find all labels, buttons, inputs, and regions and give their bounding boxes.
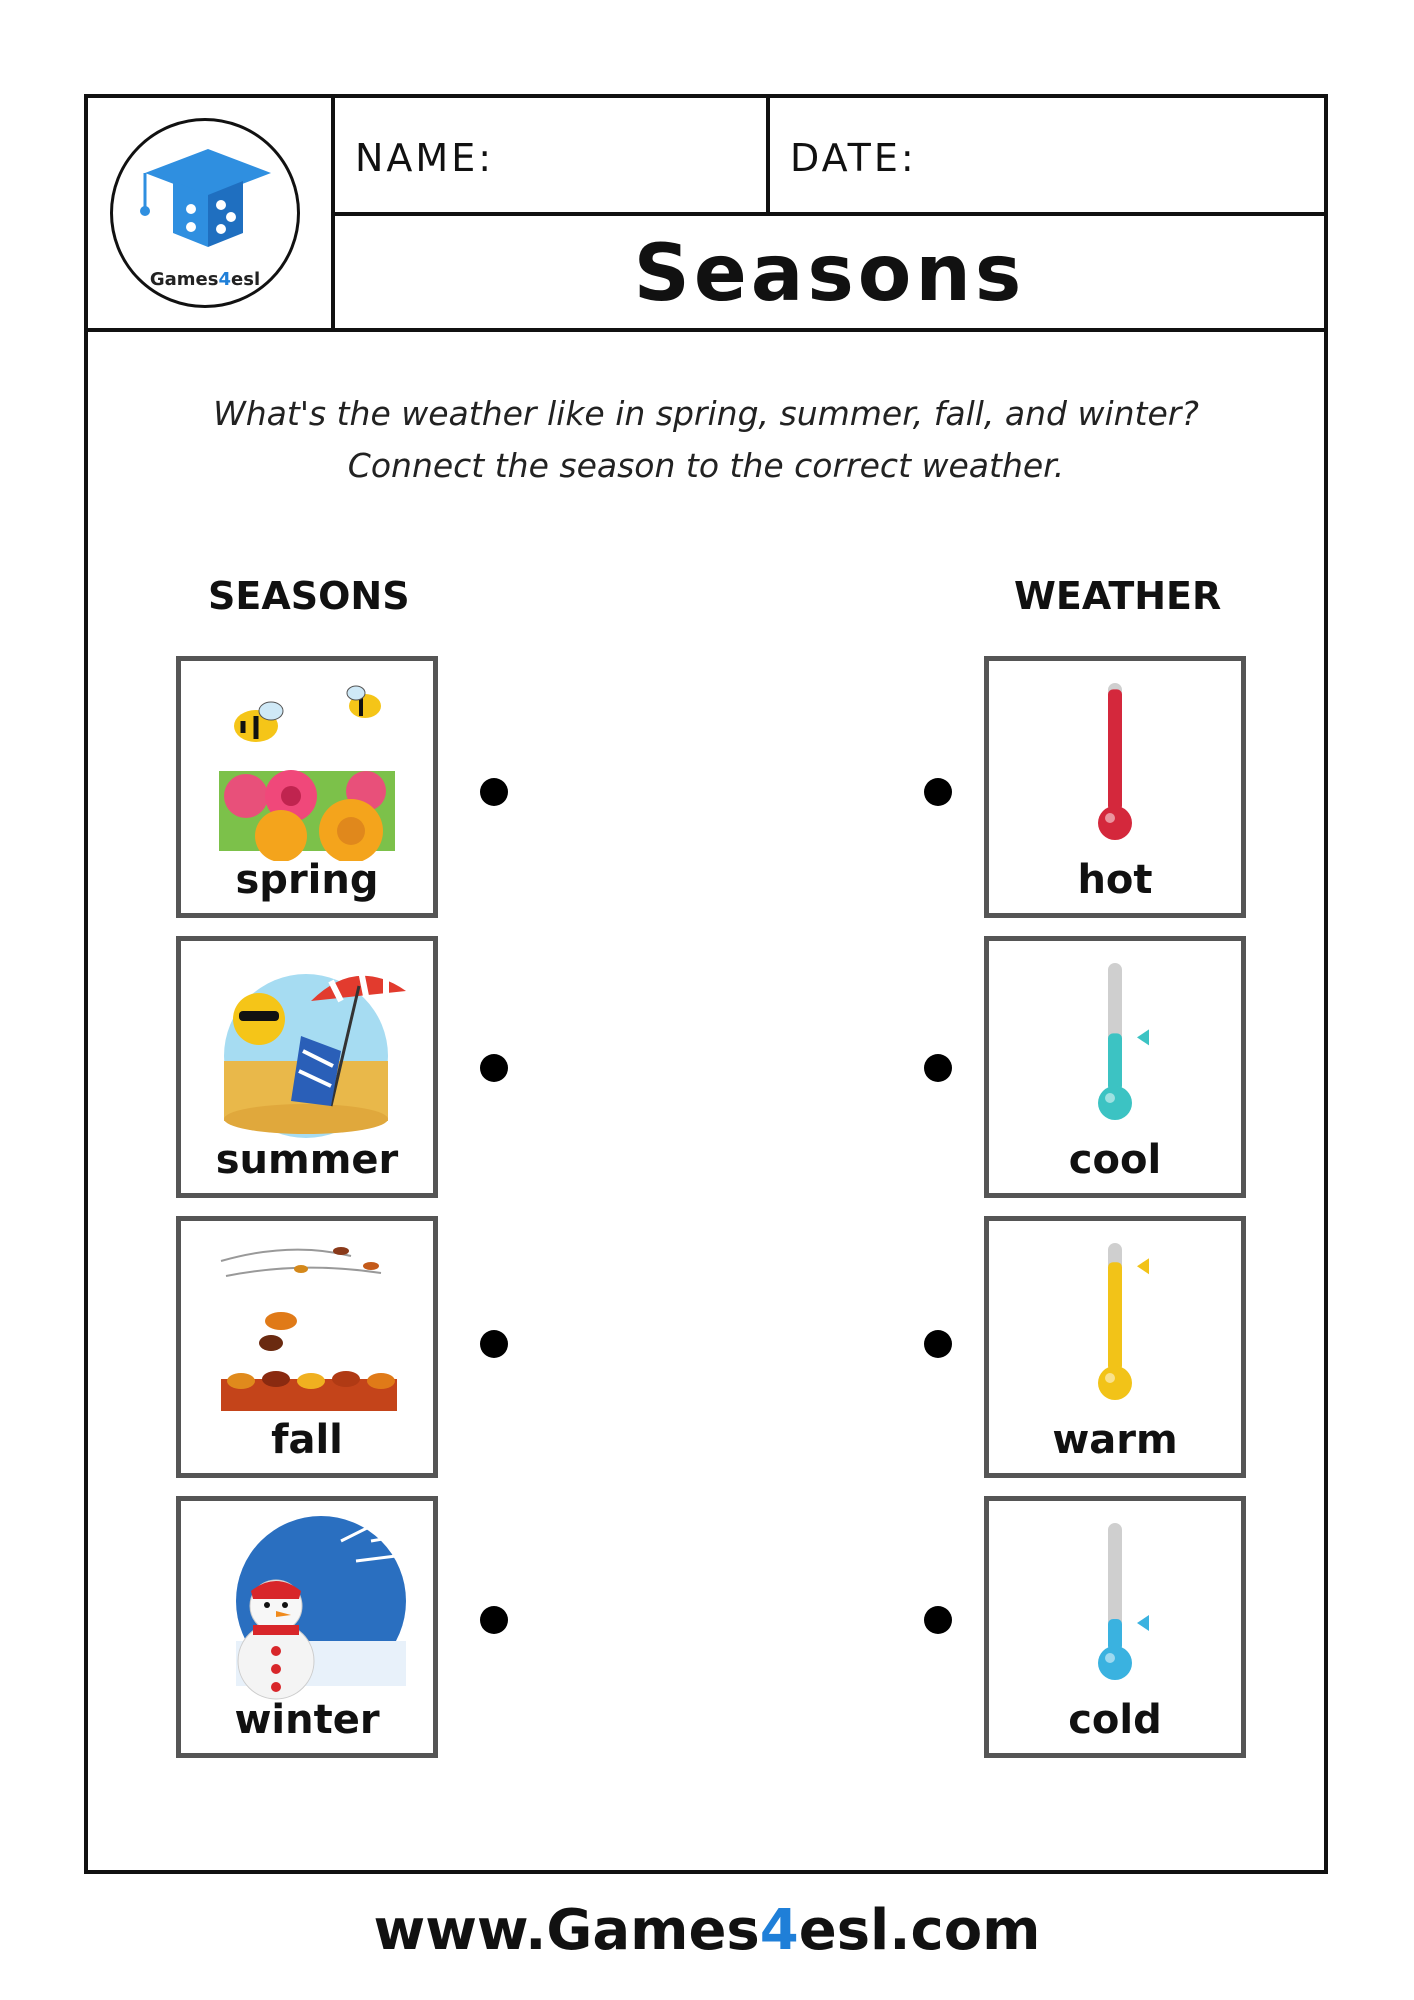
season-connect-dot-spring[interactable] xyxy=(480,778,508,806)
weather-label-hot: hot xyxy=(1077,857,1153,903)
thermometer-warm-icon xyxy=(989,1221,1241,1421)
weather-heading: WEATHER xyxy=(1014,574,1222,618)
worksheet-frame xyxy=(84,94,1328,1874)
thermometer-hot-icon xyxy=(989,661,1241,861)
thermometer-cold-icon xyxy=(989,1501,1241,1701)
season-label-summer: summer xyxy=(215,1137,399,1183)
weather-label-cold: cold xyxy=(1068,1697,1162,1743)
season-card-winter xyxy=(176,1496,438,1758)
weather-label-warm: warm xyxy=(1052,1417,1178,1463)
season-label-fall: fall xyxy=(271,1417,343,1463)
thermometer-cool-icon xyxy=(989,941,1241,1141)
name-field[interactable]: NAME: xyxy=(335,98,770,216)
falling-leaves-icon xyxy=(181,1221,433,1421)
weather-connect-dot-hot[interactable] xyxy=(924,778,952,806)
snowman-winter-icon xyxy=(181,1501,433,1701)
weather-card-cold xyxy=(984,1496,1246,1758)
beach-umbrella-sun-icon xyxy=(181,941,433,1141)
weather-card-warm xyxy=(984,1216,1246,1478)
season-connect-dot-fall[interactable] xyxy=(480,1330,508,1358)
weather-card-cool xyxy=(984,936,1246,1198)
weather-label-cool: cool xyxy=(1068,1137,1162,1183)
season-label-winter: winter xyxy=(234,1697,380,1743)
season-connect-dot-winter[interactable] xyxy=(480,1606,508,1634)
games4esl-logo xyxy=(110,118,300,308)
footer-url[interactable]: www.Games4esl.com xyxy=(373,1898,1041,1963)
season-card-fall xyxy=(176,1216,438,1478)
page-title: Seasons xyxy=(335,216,1324,332)
date-field[interactable]: DATE: xyxy=(770,98,1324,216)
season-label-spring: spring xyxy=(235,857,379,903)
season-card-summer xyxy=(176,936,438,1198)
season-connect-dot-summer[interactable] xyxy=(480,1054,508,1082)
seasons-heading: SEASONS xyxy=(208,574,410,618)
season-card-spring xyxy=(176,656,438,918)
logo-text: Games4esl xyxy=(149,269,261,290)
instructions xyxy=(88,388,1324,492)
weather-connect-dot-cool[interactable] xyxy=(924,1054,952,1082)
spring-flowers-bees-icon xyxy=(181,661,433,861)
weather-card-hot xyxy=(984,656,1246,918)
weather-connect-dot-cold[interactable] xyxy=(924,1606,952,1634)
weather-connect-dot-warm[interactable] xyxy=(924,1330,952,1358)
instruction-line-2: Connect the season to the correct weather. xyxy=(347,446,1065,485)
instruction-line-1: What's the weather like in spring, summer, fall, and winter? xyxy=(213,394,1199,433)
logo-cell xyxy=(88,98,335,332)
